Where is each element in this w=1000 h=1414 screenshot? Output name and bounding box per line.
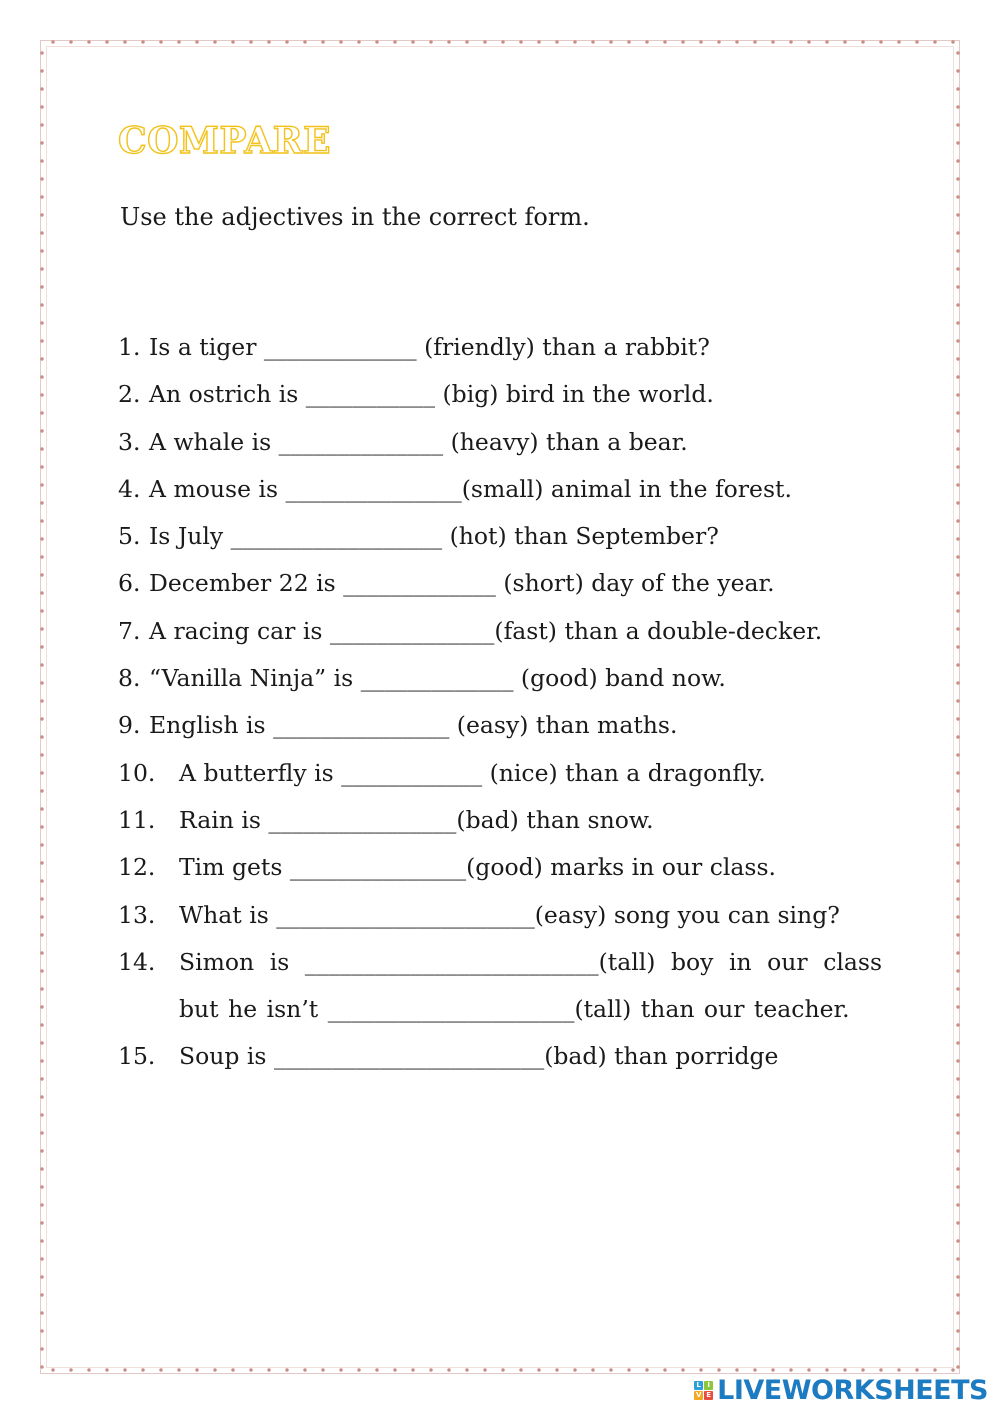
item-number: 11.	[118, 805, 156, 834]
item-text: A racing car is ______________(fast) than a double-decker.	[149, 616, 823, 645]
exercise-list	[118, 324, 882, 1081]
item-number: 7.	[118, 616, 141, 645]
item-number: 2.	[118, 380, 141, 409]
item-text: English is _______________ (easy) than maths.	[149, 711, 678, 740]
logo-badge-icon	[694, 1381, 713, 1400]
exercise-item	[118, 513, 882, 560]
item-text: Tim gets _______________(good) marks in our class.	[179, 853, 776, 882]
item-number: 4.	[118, 474, 141, 503]
item-number: 15.	[118, 1042, 156, 1071]
border-dots-left	[38, 44, 46, 1370]
item-text: Is July __________________ (hot) than September?	[149, 522, 719, 551]
border-dots-bottom	[44, 1366, 956, 1374]
item-text: An ostrich is ___________ (big) bird in the world.	[149, 380, 714, 409]
item-text: December 22 is _____________ (short) day of the year.	[149, 569, 775, 598]
item-number: 8.	[118, 664, 141, 693]
logo-badge-letter: E	[704, 1391, 713, 1400]
item-number: 5.	[118, 522, 141, 551]
item-number: 14.	[118, 947, 156, 976]
item-number: 13.	[118, 900, 156, 929]
exercise-item	[118, 655, 882, 702]
logo-badge-letter: L	[694, 1381, 703, 1390]
item-number: 1.	[118, 333, 141, 361]
exercise-item	[118, 560, 882, 607]
border-dots-top	[44, 38, 956, 46]
exercise-item	[118, 419, 882, 466]
exercise-item	[118, 702, 882, 749]
exercise-item	[118, 750, 882, 797]
worksheet-title: COMPARE	[118, 120, 332, 162]
item-text: Is a tiger _____________ (friendly) than a rabbit?	[149, 333, 710, 361]
exercise-item	[118, 466, 882, 513]
item-number: 6.	[118, 569, 141, 598]
item-text: What is ______________________(easy) song you can sing?	[179, 900, 840, 929]
item-text: A whale is ______________ (heavy) than a bear.	[149, 427, 688, 456]
instruction-text: Use the adjectives in the correct form.	[120, 203, 590, 231]
item-number: 10.	[118, 758, 156, 787]
item-text: A mouse is _______________(small) animal in the forest.	[149, 474, 792, 503]
item-text: Simon is _________________________(tall) boy in our class but he isn’t _____________________(tall) than our teacher.	[179, 947, 882, 1024]
logo-badge-letter: I	[704, 1381, 713, 1390]
exercise-item	[118, 608, 882, 655]
exercise-item	[118, 797, 882, 844]
item-number: 12.	[118, 853, 156, 882]
exercise-item	[118, 324, 882, 371]
exercise-item	[118, 1033, 882, 1080]
exercise-item	[118, 892, 882, 939]
border-dots-right	[954, 44, 962, 1370]
item-text: Soup is _______________________(bad) than porridge	[179, 1042, 779, 1071]
exercise-item	[118, 844, 882, 891]
item-text: A butterfly is ____________ (nice) than a dragonfly.	[179, 758, 766, 787]
logo-badge-letter: V	[695, 1391, 702, 1399]
item-number: 3.	[118, 427, 141, 456]
liveworksheets-logo[interactable]	[694, 1375, 988, 1406]
item-number: 9.	[118, 711, 141, 740]
exercise-item	[118, 371, 882, 418]
exercise-item	[118, 939, 882, 1034]
logo-brand-text: LIVEWORKSHEETS	[717, 1375, 988, 1406]
item-text: “Vanilla Ninja” is _____________ (good) band now.	[149, 664, 726, 693]
item-text: Rain is ________________(bad) than snow.	[179, 805, 654, 834]
